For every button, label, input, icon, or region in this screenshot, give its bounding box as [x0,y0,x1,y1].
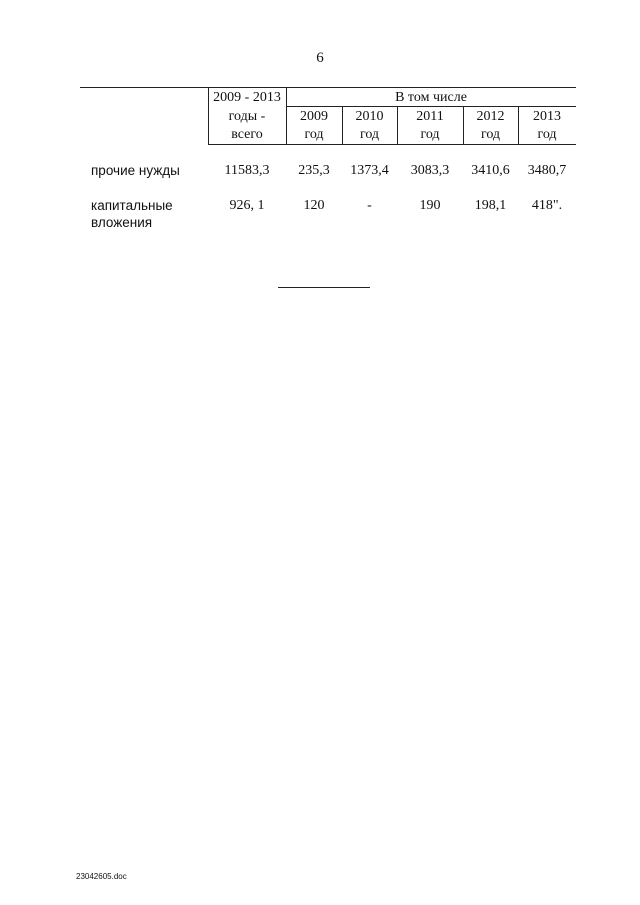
header-total-label-2: всего [231,127,263,142]
group-rule [286,106,576,107]
header-year-2009: 2009 [300,109,328,124]
header-year-2011: 2011 [416,109,444,124]
header-bottom-rule [208,144,576,145]
table-row [80,162,576,182]
value-2012: 198,1 [474,198,507,213]
header-year-2012: 2012 [476,109,505,124]
page-number: 6 [316,50,324,66]
header-total-period: 2009 - 2013 [213,90,281,105]
value-2011: 190 [419,198,441,213]
header-unit-2013: год [537,127,557,142]
header-group-label: В том числе [395,90,467,105]
row-label: капитальные [91,198,173,213]
row-label: прочие нужды [91,163,180,178]
row-total: 11583,3 [224,163,270,178]
table-row [80,197,576,233]
value-2009: 120 [303,198,325,213]
value-2011: 3083,3 [410,163,450,178]
end-separator-rule [278,287,370,288]
table-header [80,87,576,147]
value-2009: 235,3 [298,163,330,178]
value-2010: 1373,4 [350,163,389,178]
table-top-rule [80,87,576,88]
row-label-continuation: вложения [91,215,153,230]
header-unit-2011: год [420,127,440,142]
value-2012: 3410,6 [471,163,510,178]
header-unit-2009: год [304,127,324,142]
header-unit-2012: год [480,127,501,142]
value-2010: - [367,198,372,213]
header-year-2013: 2013 [533,109,561,124]
row-total: 926, 1 [229,198,265,213]
footer-filename: 23042605.doc [76,872,127,881]
value-2013: 3480,7 [527,163,567,178]
header-unit-2010: год [359,127,380,142]
value-2013: 418". [531,198,563,213]
header-total-label-1: годы - [228,109,266,124]
header-year-2010: 2010 [355,109,384,124]
